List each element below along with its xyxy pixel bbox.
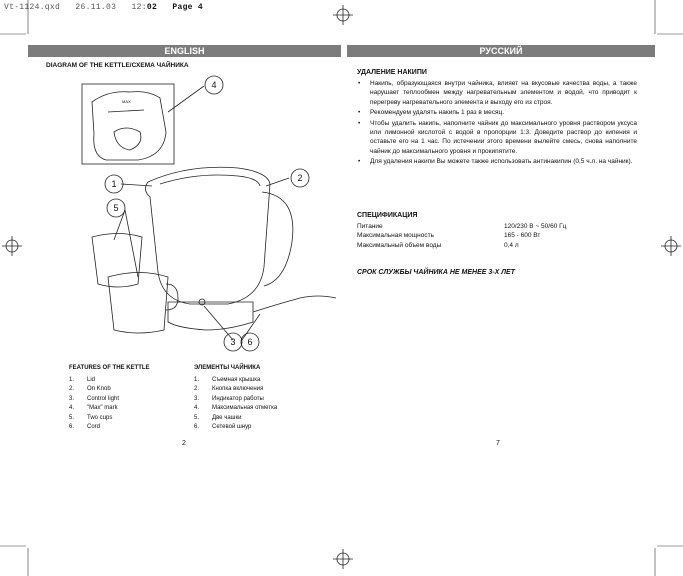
list-item: 2. Кнопка включения	[194, 386, 264, 392]
page-number-left: 2	[182, 440, 186, 447]
list-item: 1. Съемная крышка	[194, 376, 261, 383]
list-item: 1. Lid	[69, 376, 96, 383]
list-item: 5. Two cups	[69, 414, 113, 421]
diagram-title: DIAGRAM OF THE KETTLE/СХЕМА ЧАЙНИКА	[46, 62, 189, 69]
descale-bullets	[357, 79, 637, 168]
russian-header-bar	[347, 45, 655, 57]
features-en	[69, 364, 150, 433]
list-item: 6. Cord	[69, 424, 101, 430]
callout-3: 3	[230, 337, 236, 347]
list-item: 2. On Knob	[69, 386, 111, 392]
kettle-diagram	[78, 72, 338, 357]
kettle-base	[168, 302, 253, 330]
features-ru	[194, 364, 277, 433]
callout-2: 2	[297, 173, 303, 183]
spec-value: 165 - 600 Вт	[504, 232, 541, 240]
english-header-bar	[28, 45, 341, 57]
callout-6: 6	[247, 337, 253, 347]
file-time: 12:	[131, 3, 147, 12]
file-time-bold: 02	[146, 3, 158, 12]
spec-label: Максимальная мощность	[357, 232, 434, 240]
service-life: СРОК СЛУЖБЫ ЧАЙНИКА НЕ МЕНЕЕ 3-Х ЛЕТ	[357, 269, 515, 276]
list-item: • Рекомендуем удалять накипь 1 раз в месяц.	[357, 108, 637, 117]
spec-value: 0,4 л	[504, 241, 519, 249]
spec-value: 120/230 В ~ 50/60 Гц	[504, 223, 567, 230]
kettle-max-mark: MAX	[122, 99, 131, 104]
list-item: 3. Индикатор работы	[194, 395, 264, 402]
callout-1: 1	[111, 179, 117, 189]
kettle-cord	[253, 296, 336, 312]
list-item: 4. Максимальная отметка	[194, 405, 278, 411]
list-item: • Для удаления накипи Вы можете также использовать антинакипин (0,5 ч.л. на чайник).	[357, 157, 637, 166]
kettle-body	[145, 167, 270, 304]
features-ru-title: ЭЛЕМЕНТЫ ЧАЙНИКА	[194, 365, 261, 371]
page-number-right: 7	[496, 440, 500, 447]
list-item: 4. "Max" mark	[69, 405, 118, 411]
spec-label: Максимальный объем воды	[357, 241, 442, 249]
list-item: 6. Сетевой шнур	[194, 424, 252, 430]
list-item: • Чтобы удалить накипь, наполните чайник до максимального уровня раствором уксуса или лимонной кислотой с водой в пропорции 1:3. Доведите раствор до кипения и оставьте его на 1 час. По истечении этого времени вылейте смесь, снова наполните чайник до максимального уровня и прокипятите.	[357, 119, 637, 157]
spec-labels	[357, 222, 441, 250]
russian-title: РУССКИЙ	[479, 46, 523, 56]
file-date: 26.11.03	[75, 3, 117, 12]
list-item: 5. Две чашки	[194, 414, 242, 421]
registration-mark-bottom-icon	[333, 549, 353, 569]
kettle-handle	[262, 192, 293, 286]
spec-title: СПЕЦИФИКАЦИЯ	[357, 212, 418, 219]
descale-title: УДАЛЕНИЕ НАКИПИ	[357, 69, 427, 76]
registration-mark-top-icon	[333, 5, 353, 25]
file-name: Vt-1124.qxd	[4, 3, 61, 12]
callout-4: 4	[211, 80, 217, 90]
registration-mark-left-icon	[2, 236, 22, 256]
features-en-title: FEATURES OF THE KETTLE	[69, 365, 150, 371]
spec-values	[504, 222, 566, 250]
callout-5: 5	[113, 203, 119, 213]
list-item: • Накипь, образующаяся внутри чайника, влияет на вкусовые качества воды, а также нарушает теплообмен между нагревательным элементом и водой, что приводит к перегреву нагревательного элемента и выходу его из строя.	[357, 79, 637, 107]
file-page: Page 4	[172, 3, 203, 12]
kettle-lid-line	[160, 175, 260, 186]
inset-kettle-detail	[108, 110, 144, 150]
list-item: 3. Control light	[69, 395, 120, 402]
file-header	[4, 3, 203, 12]
registration-mark-right-icon	[661, 236, 681, 256]
spec-label: Питание	[357, 223, 383, 230]
english-title: ENGLISH	[164, 46, 205, 56]
